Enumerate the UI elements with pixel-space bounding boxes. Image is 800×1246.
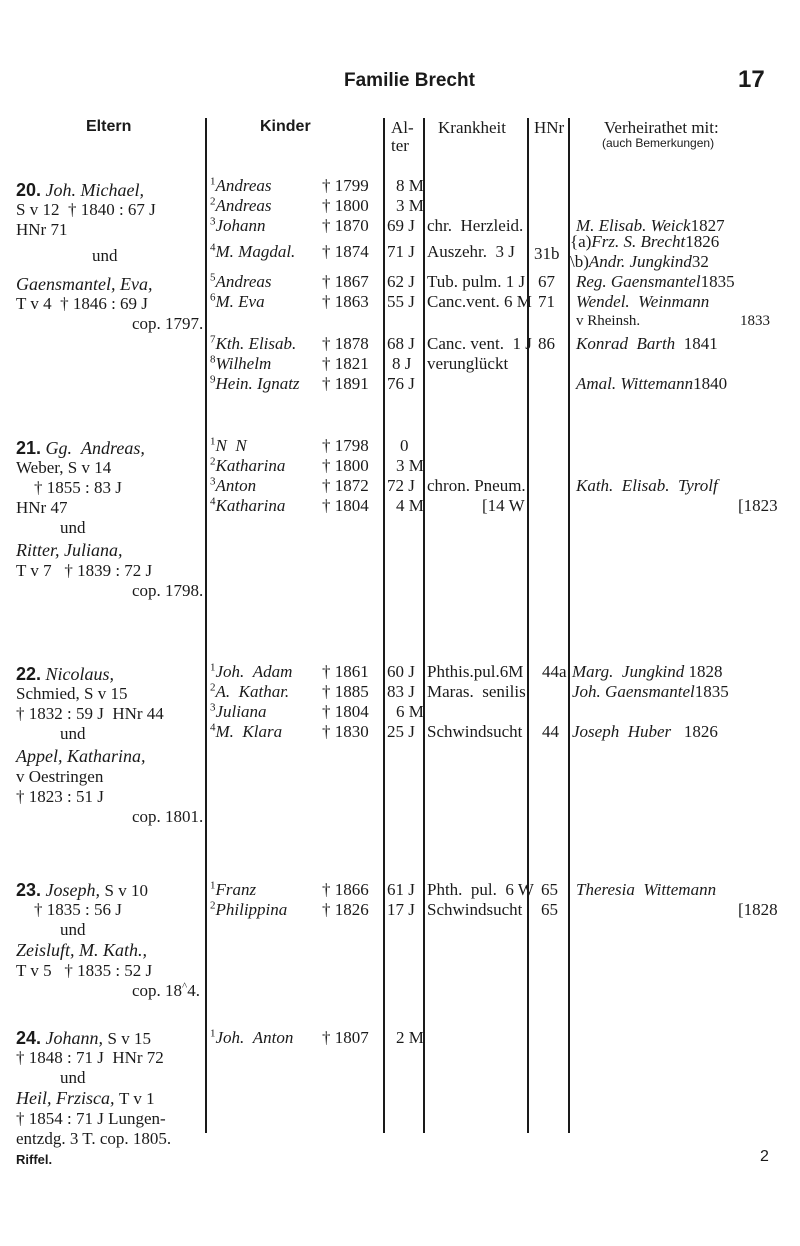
child-death: † 1804 xyxy=(322,702,369,721)
parent-line: v Oestringen xyxy=(16,767,104,786)
child-age: 8 J xyxy=(392,354,412,373)
printer-signature: Riffel. xyxy=(16,1152,53,1167)
child-death: † 1807 xyxy=(322,1028,369,1047)
parent-line: Zeisluft, M. Kath., xyxy=(16,940,148,960)
child-hnr: 65 xyxy=(541,880,558,899)
parent-line: cop. 1797. xyxy=(132,314,204,333)
child-age: 69 J xyxy=(387,216,415,235)
parent-line: und xyxy=(60,1068,86,1087)
child-death: † 1800 xyxy=(322,456,369,475)
child-age: 4 M xyxy=(396,496,424,515)
parent-line: † 1848 : 71 J HNr 72 xyxy=(16,1048,164,1067)
child-age: 72 J xyxy=(387,476,415,495)
child-name: $^4$M. Klara xyxy=(210,721,283,741)
parent-line: Appel, Katharina, xyxy=(16,746,146,766)
column-rule xyxy=(527,118,529,1133)
child-age: 6 M xyxy=(396,702,424,721)
child-age: 76 J xyxy=(387,374,415,393)
parent-line: T v 7 † 1839 : 72 J xyxy=(16,561,153,580)
child-cause: chron. Pneum. xyxy=(427,476,526,495)
child-cause: chr. Herzleid. xyxy=(427,216,524,235)
column-rule xyxy=(423,118,425,1133)
child-hnr: 86 xyxy=(538,334,555,353)
child-age: 25 J xyxy=(387,722,415,741)
parent-line: 21. Gg. Andreas, xyxy=(16,438,145,458)
parent-line: † 1823 : 51 J xyxy=(16,787,104,806)
header-verheiratet: Verheirathet mit: xyxy=(604,118,719,137)
child-cause: Auszehr. 3 J xyxy=(427,242,515,261)
child-name: $^1$N N xyxy=(210,435,247,455)
child-spouse: Joh. Gaensmantel1835 xyxy=(572,682,729,701)
child-name: $^4$Katharina xyxy=(210,495,286,515)
parent-line: und xyxy=(60,518,86,537)
child-name: $^1$Joh. Adam xyxy=(210,661,293,681)
child-spouse: Wendel. Weinmann xyxy=(576,292,710,311)
child-death: † 1891 xyxy=(322,374,369,393)
child-spouse: [1823 xyxy=(738,496,778,515)
parent-line: † 1835 : 56 J xyxy=(34,900,122,919)
header-alter-2: ter xyxy=(391,136,409,155)
child-spouse: Marg. Jungkind 1828 xyxy=(572,662,723,681)
child-cause: Canc. vent. 1 J xyxy=(427,334,532,353)
child-death: † 1821 xyxy=(322,354,369,373)
child-age: 0 xyxy=(400,436,409,455)
child-death: † 1830 xyxy=(322,722,369,741)
child-death: † 1870 xyxy=(322,216,369,235)
child-death: † 1885 xyxy=(322,682,369,701)
child-name: $^1$Franz xyxy=(210,879,257,899)
parent-line: † 1855 : 83 J xyxy=(34,478,122,497)
child-spouse: Joseph Huber 1826 xyxy=(572,722,718,741)
child-hnr: 44 xyxy=(542,722,559,741)
child-name: $^2$A. Kathar. xyxy=(210,681,290,701)
parent-line: entzdg. 3 T. cop. 1805. xyxy=(16,1129,172,1148)
child-death: † 1874 xyxy=(322,242,369,261)
child-hnr: 67 xyxy=(538,272,555,291)
child-death: † 1878 xyxy=(322,334,369,353)
child-cause: Phthis.pul.6M xyxy=(427,662,524,681)
parent-line: T v 4 † 1846 : 69 J xyxy=(16,294,148,313)
parent-line: cop. 1801. xyxy=(132,807,204,826)
child-death: † 1863 xyxy=(322,292,369,311)
child-spouse: \b)Andr. Jungkind32 xyxy=(570,252,709,271)
page-number: 17 xyxy=(738,66,765,93)
header-eltern: Eltern xyxy=(86,118,132,135)
child-spouse: Theresia Wittemann xyxy=(576,880,717,899)
child-age: 62 J xyxy=(387,272,415,291)
parent-line: und xyxy=(60,920,86,939)
header-hnr: HNr xyxy=(534,118,565,137)
child-hnr: 31b xyxy=(534,244,560,263)
parent-line: 24. Johann, S v 15 xyxy=(16,1028,151,1048)
parent-line: Schmied, S v 15 xyxy=(16,684,128,703)
running-head: Familie Brecht xyxy=(344,70,475,91)
child-spouse: v Rheinsh. xyxy=(576,313,641,329)
child-age: 17 J xyxy=(387,900,415,919)
child-name: $^6$M. Eva xyxy=(210,291,265,311)
header-krankheit: Krankheit xyxy=(438,118,506,137)
child-death: † 1866 xyxy=(322,880,369,899)
child-cause: Phth. pul. 6 W xyxy=(427,880,534,899)
parent-line: Weber, S v 14 xyxy=(16,458,112,477)
column-rule xyxy=(383,118,385,1133)
parent-line: Gaensmantel, Eva, xyxy=(16,274,153,294)
header-alter-1: Al- xyxy=(391,118,414,137)
parent-line: S v 12 † 1840 : 67 J xyxy=(16,200,156,219)
child-spouse: Amal. Wittemann1840 xyxy=(576,374,728,393)
header-kinder: Kinder xyxy=(260,118,311,135)
child-age: 83 J xyxy=(387,682,415,701)
parent-line: † 1854 : 71 J Lungen- xyxy=(16,1109,166,1128)
child-spouse: 1833 xyxy=(740,313,770,329)
column-rule xyxy=(205,118,207,1133)
child-cause: [14 W xyxy=(482,496,525,515)
child-spouse: M. Elisab. Weick1827 xyxy=(576,216,725,235)
parent-line: cop. 1798. xyxy=(132,581,204,600)
parent-line: Heil, Frzisca, T v 1 xyxy=(16,1088,155,1108)
child-spouse: {a)Frz. S. Brecht1826 xyxy=(570,232,720,251)
child-death: † 1861 xyxy=(322,662,369,681)
parent-line: T v 5 † 1835 : 52 J xyxy=(16,961,153,980)
child-death: † 1800 xyxy=(322,196,369,215)
child-death: † 1826 xyxy=(322,900,369,919)
child-name: $^2$Katharina xyxy=(210,455,286,475)
parent-line: HNr 71 xyxy=(16,220,68,239)
child-cause: Maras. senilis xyxy=(427,682,526,701)
child-cause: Schwindsucht xyxy=(427,900,523,919)
parent-line: und xyxy=(60,724,86,743)
child-death: † 1798 xyxy=(322,436,369,455)
child-age: 3 M xyxy=(396,196,424,215)
parent-line: 22. Nicolaus, xyxy=(16,664,115,684)
parent-line: cop. 18^4. xyxy=(132,980,200,1000)
child-death: † 1804 xyxy=(322,496,369,515)
child-age: 8 M xyxy=(396,176,424,195)
sheet-signature: 2 xyxy=(760,1148,769,1165)
parent-line: 20. Joh. Michael, xyxy=(16,180,144,200)
child-spouse: Reg. Gaensmantel1835 xyxy=(576,272,735,291)
child-age: 2 M xyxy=(396,1028,424,1047)
child-name: $^9$Hein. Ignatz xyxy=(210,373,300,393)
child-cause: Canc.vent. 6 M xyxy=(427,292,532,311)
child-spouse: Konrad Barth 1841 xyxy=(576,334,718,353)
child-name: $^7$Kth. Elisab. xyxy=(210,333,297,353)
child-name: $^3$Johann xyxy=(210,215,266,235)
parent-line: HNr 47 xyxy=(16,498,68,517)
child-death: † 1872 xyxy=(322,476,369,495)
child-age: 60 J xyxy=(387,662,415,681)
child-spouse: [1828 xyxy=(738,900,778,919)
child-age: 61 J xyxy=(387,880,415,899)
parent-line: 23. Joseph, S v 10 xyxy=(16,880,148,900)
child-name: $^5$Andreas xyxy=(210,271,272,291)
header-bemerkungen: (auch Bemerkungen) xyxy=(602,136,715,150)
child-name: $^1$Joh. Anton xyxy=(210,1027,294,1047)
child-name: $^3$Juliana xyxy=(210,701,267,721)
child-cause: Schwindsucht xyxy=(427,722,523,741)
child-spouse: Kath. Elisab. Tyrolf xyxy=(576,476,718,495)
parent-line: und xyxy=(92,246,118,265)
child-name: $^1$Andreas xyxy=(210,175,272,195)
child-name: $^2$Philippina xyxy=(210,899,288,919)
child-death: † 1799 xyxy=(322,176,369,195)
child-age: 55 J xyxy=(387,292,415,311)
child-hnr: 65 xyxy=(541,900,558,919)
child-age: 3 M xyxy=(396,456,424,475)
child-name: $^3$Anton xyxy=(210,475,257,495)
child-cause: Tub. pulm. 1 J xyxy=(427,272,526,291)
child-death: † 1867 xyxy=(322,272,369,291)
child-cause: verunglückt xyxy=(427,354,509,373)
child-name: $^8$Wilhelm xyxy=(210,353,272,373)
child-hnr: 44a xyxy=(542,662,567,681)
child-name: $^2$Andreas xyxy=(210,195,272,215)
child-age: 71 J xyxy=(387,242,415,261)
child-name: $^4$M. Magdal. xyxy=(210,241,296,261)
parent-line: Ritter, Juliana, xyxy=(16,540,123,560)
child-hnr: 71 xyxy=(538,292,555,311)
parent-line: † 1832 : 59 J HNr 44 xyxy=(16,704,164,723)
child-age: 68 J xyxy=(387,334,415,353)
